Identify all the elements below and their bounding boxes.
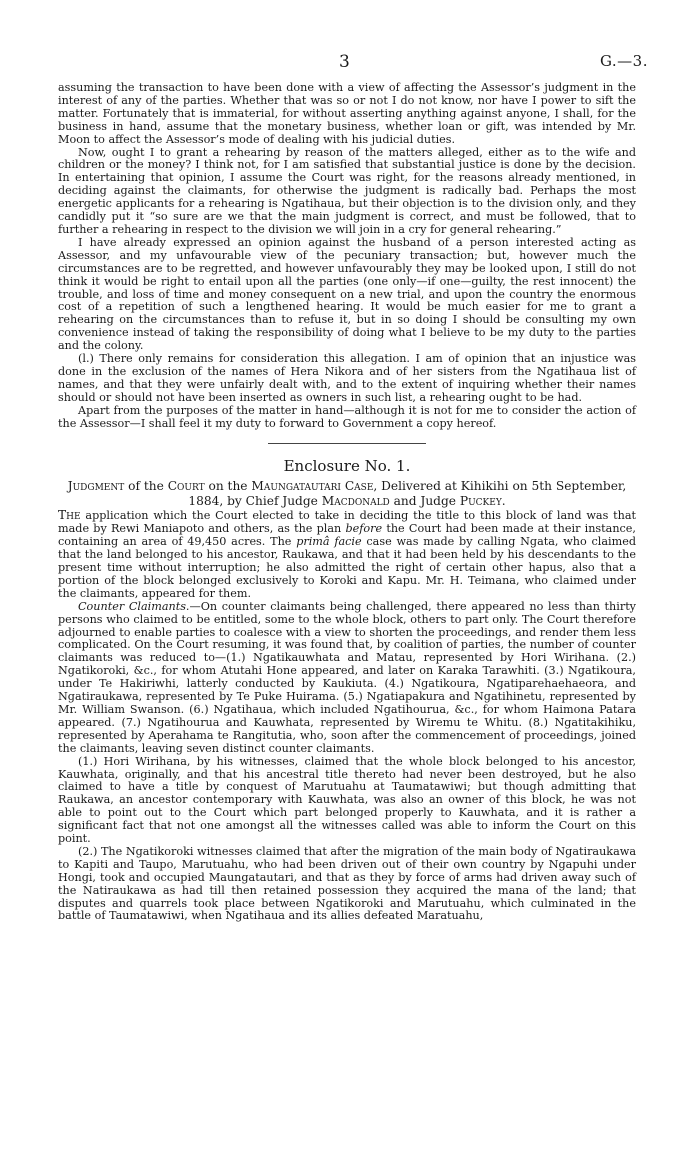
- heading-text: of the: [128, 479, 164, 494]
- heading-text: , Delivered at Kihikihi on 5th September, 1884, by Chief Judge: [188, 479, 627, 509]
- section-divider: [268, 443, 426, 444]
- paragraph: [58, 601, 636, 756]
- paragraph: Apart from the purposes of the matter in hand—although it is not for me to consider the action of the Assessor—I shall feel it my duty to forward to Government a copy hereof.: [58, 403, 636, 430]
- lead-word: The: [58, 508, 81, 523]
- paragraph-text: case was made by calling Ngata, who claimed that the land belonged to his ancestor, Raukawa, and that it had been held by his descendants to the present time without interruption; he also admitted the right of certain other hapus, also that a portion of the block belonged exclusively to Koroki and Kapu. Mr. H. Teimana, who claimed under the claimants, appeared for them.: [58, 535, 637, 600]
- subheading: Counter Claimants.: [78, 599, 190, 613]
- page-number: 3: [339, 52, 350, 72]
- paragraph-text: the Court had been made at their instance, containing an area of 49,450 acres. The: [58, 522, 636, 549]
- paragraph: I have already expressed an opinion against the husband of a person interested acting as Assessor, and my unfavourable view of the pecuniary transaction; but, however much the circumstances are to be regretted, and however unfavourably they may be looked upon, I still do not think it would be right to entail upon all the parties (one only—if one—guilty, the rest innocent) the trouble, and loss of time and money consequent on a new trial, and upon the country the enormous cost of a repetition of such a lengthened hearing. It would be much easier for me to grant a rehearing on the circumstances than to refuse it, but in so doing I should be consulting my own convenience instead of taking the responsibility of doing what I believe to be my duty to the parties and the colony.: [58, 235, 636, 353]
- case-name: Maungatautari Case: [251, 479, 374, 494]
- judgment-word: Judgment: [67, 479, 125, 494]
- court-word: Court: [167, 479, 205, 494]
- paragraph-text: —On counter claimants being challenged, there appeared no less than thirty persons who claimed to be entitled, some to the whole block, others to part only. The Court therefore adjourned to enable parties to coalesce with a view to shorten the proceedings, and render them less complicated. On the Court resuming, it was found that, by coalition of parties, the number of counter claimants was reduced to—(1.) Ngatikauwhata and Matau, represented by Hori Wirihana. (2.) Ngatikoroki, &c., for whom Atutahi Hone appeared, and later on Karaka Tarawhiti. (3.) Ngatikoura, under Te Hakiriwhi, latterly conducted by Kaukiuta. (4.) Ngatikoura, Ngatiparehaehaeora, and Ngatiraukawa, represented by Te Puke Huirama. (5.) Ngatiapakura and Ngatihinetu, represented by Mr. William Swanson. (6.) Ngatihaua, which included Ngatihourua, &c., for whom Haimona Patara appeared. (7.) Ngatihourua and Kauwhata, represented by Wiremu te Whitu. (8.) Ngatitakihiku, represented by Aperahama te Rangitutia, who, soon after the commencement of proceedings, joined the claimants, leaving seven distinct counter claimants.: [58, 599, 637, 755]
- paragraph: assuming the transaction to have been done with a view of affecting the Assessor’s judgment in the interest of any of the parties. Whether that was so or not I do not know, nor have I power to sift the matter. Fortunately that is immaterial, for without asserting anything against anyone, I shall, for the business in hand, assume that the monetary business, whether loan or gift, was intended by Mr. Moon to affect the Assessor’s mode of dealing with his judicial duties.: [58, 81, 636, 146]
- enclosure-title: Enclosure No. 1.: [283, 457, 411, 476]
- document-body: [58, 82, 636, 923]
- heading-text: on the: [208, 479, 248, 494]
- paragraph: [58, 509, 636, 600]
- heading-text: .: [501, 494, 506, 509]
- section-code: G.—3.: [599, 52, 648, 70]
- heading-text: and Judge: [393, 494, 456, 509]
- italic-text: before: [345, 522, 383, 536]
- paragraph: (1.) Hori Wirihana, by his witnesses, claimed that the whole block belonged to his ancestor, Kauwhata, originally, and that his ancestral title thereto had never been destroyed, but he also claimed to have a title by conquest of Marutuahu at Taumatawiwi; but though admitting that Raukawa, an ancestor contemporary with Kauwhata, was also an owner of this block, he was not able to point out to the Court which part belonged properly to Kauwhata, and it is rather a significant fact that not one amongst all the witnesses called was able to inform the Court on this point.: [58, 754, 636, 846]
- judgment-heading: [58, 479, 636, 509]
- paragraph-text: application which the Court elected to take in deciding the title to this block of land was that made by Rewi Maniapoto and others, as the plan: [58, 509, 637, 536]
- paragraph: (l.) There only remains for consideration this allegation. I am of opinion that an injustice was done in the exclusion of the names of Hera Nikora and of her sisters from the Ngatihaua list of names, and that they were unfairly dealt with, and to the extent of inquiring whether their names should or should not have been inserted as owners in such list, a rehearing ought to be had.: [58, 352, 636, 404]
- judge-name: Macdonald: [321, 494, 390, 509]
- paragraph: Now, ought I to grant a rehearing by reason of the matters alleged, either as to the wife and children or the money? I think not, for I am satisfied that substantial justice is done by the decision. In entertaining that opinion, I assume the Court was right, for the reasons already mentioned, in deciding against the claimants, for otherwise the judgment is radically bad. Perhaps the most energetic applicants for a rehearing is Ngatihaua, but their objection is to the division only, and they candidly put it “so sure are we that the main judgment is correct, and must be followed, that to further a rehearing in respect to the division we will join in a cry for general rehearing.”: [58, 145, 636, 236]
- italic-text: primâ facie: [296, 535, 362, 549]
- judge-name: Puckey: [459, 494, 502, 509]
- paragraph: (2.) The Ngatikoroki witnesses claimed that after the migration of the main body of Ngatiraukawa to Kapiti and Taupo, Marutuahu, who had been driven out of their own country by Ngapuhi under Hongi, took and occupied Maungatautari, and that as they by force of arms had driven away such of the Natiraukawa as had till then retained possession they acquired the mana of the land; that disputes and quarrels took place between Ngatikoroki and Marutuahu, which culminated in the battle of Taumatawiwi, when Ngatihaua and its allies defeated Maratuahu,: [58, 844, 636, 923]
